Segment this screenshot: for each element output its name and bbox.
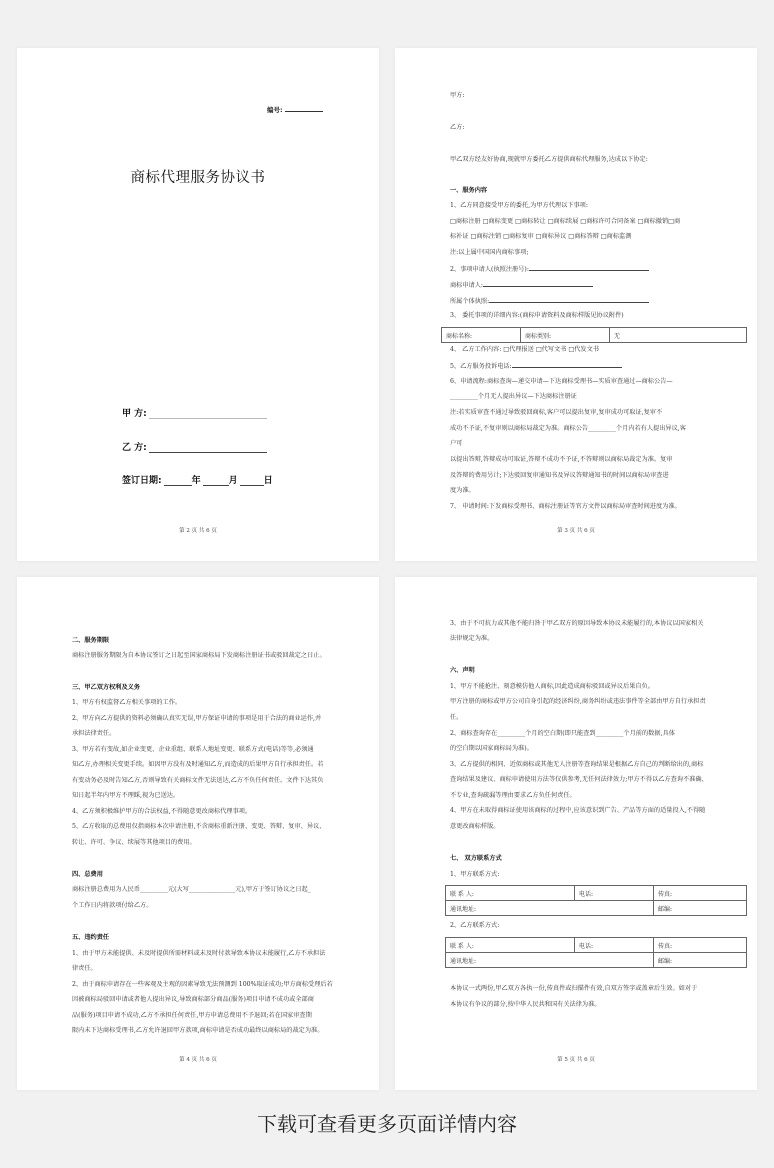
text-line: 的空白期以国家商标局为准)。: [450, 745, 533, 752]
sign-date: 签订日期: 年 月 日: [122, 476, 273, 486]
text-line: 承担法律责任。: [72, 730, 116, 737]
text-line: 2、事项申请人(执照注册号):: [450, 265, 649, 273]
text-line: 不专业,查询疏漏等理由要求乙方负任何责任。: [450, 792, 576, 799]
contact-fax-cell: 传真:: [654, 886, 747, 901]
text-line: 商标申请人:: [450, 281, 593, 289]
section-heading: 七、 双方联系方式: [450, 855, 502, 862]
text-line: 因被商标局驳回申请或者他人提出异议,导致商标部分商品(服务)项目申请不成功或全部商: [72, 996, 314, 1003]
text-line: 2、乙方联系方式:: [450, 922, 500, 929]
text-line: 任。: [450, 714, 463, 721]
text-line: 1、甲方联系方式:: [450, 871, 500, 878]
contact-fax-cell: 传真:: [654, 938, 747, 953]
page-2: [395, 48, 757, 561]
contact-name-cell: 联 系 人:: [446, 938, 575, 953]
section-heading: 五、违约责任: [72, 934, 110, 941]
text-line: 1、甲方不能抢注、刻意模仿他人商标,因此造成商标驳回或异议后果自负。: [450, 683, 654, 690]
document-title: 商标代理服务协议书: [130, 170, 266, 186]
text-line: 本协议一式两份,甲乙双方各执一份,传真件或扫描件有效,自双方签字或盖章后生效。如对于: [450, 985, 698, 992]
text-line: 意更改商标样版。: [450, 823, 500, 830]
section-heading: 三、甲乙双方权利及义务: [72, 684, 141, 691]
trademark-class-cell: 商标类别:: [521, 328, 610, 343]
text-line: 知日起半年内甲方不理睬,视为已送达。: [72, 792, 180, 799]
text-line: 及答辩的费用另计;下达驳回复审通知书及异议答辩通知书的时间以商标局审查进: [450, 472, 669, 479]
text-line: 成功不予证,不复审则以商标局裁定为准。商标公告_________个月内若有人提出异议,客: [450, 425, 686, 432]
text-line: 4、甲方在未取得商标证使用该商标的过程中,应该意识到广告、产品等方面的适量投入,不得随: [450, 807, 706, 814]
party-b-field: 乙 方:: [122, 440, 267, 453]
text-line: 5、乙方收取的总费用仅指商标本次申请注册,不含商标重新注册、变更、答辩、复审、异议、: [72, 823, 326, 830]
contact-phone-cell: 电话:: [575, 938, 654, 953]
party-a-contact-table: [445, 885, 747, 916]
agreement-number: 编号:: [267, 105, 323, 114]
text-line: 所属个体执照:: [450, 297, 649, 305]
text-line: 7、 申请时间:下发商标受理书、商标注册证等官方文件以商标局审查时间进度为准。: [450, 503, 681, 510]
text-line: 3、由于不可抗力或其他不能归咎于甲乙双方的原因导致本协议未能履行的,本协议以国家相关: [450, 620, 704, 627]
text-line: 以提出答辩,答辩成功可取证,答辩不成功不予证,不答辩则以商标局裁定为准。复审: [450, 456, 673, 463]
text-line: 个工作日内将款项付给乙方。: [72, 902, 153, 909]
text-line: 乙方:: [450, 124, 465, 131]
text-line: 4、 乙方工作内容: □代理报送 □代写文书 □代发文书: [450, 346, 599, 353]
download-caption: 下载可查看更多页面详情内容: [257, 1112, 517, 1136]
text-line: 查询结果及建议、商标申请使用方法等仅供参考,无任何法律效力;甲方不得以乙方查询不准确、: [450, 776, 708, 783]
text-line: 户可: [450, 440, 463, 447]
trademark-table: [441, 327, 747, 343]
text-line: 标补证 □商标注销 □商标复审 □商标异议 □商标答辩 □商标监测: [450, 233, 632, 240]
trademark-note-cell: 无: [610, 328, 747, 343]
text-line: 5、乙方服务投诉电话:: [450, 362, 622, 370]
text-line: 1、乙方同意接受甲方的委托,为甲方代理以下事项:: [450, 202, 588, 209]
contact-email-cell: 邮编:: [654, 953, 747, 968]
text-line: 4、乙方须积极维护甲方的合法权益,不得随意更改商标代理事项。: [72, 808, 252, 815]
text-line: 甲方:: [450, 92, 465, 99]
text-line: 限内未下达商标受理书,乙方允许退回甲方款项,商标申请是否成功最终以商标局的裁定为准。: [72, 1027, 324, 1034]
text-line: 1、甲方有权监督乙方相关事项的工作。: [72, 699, 182, 706]
contact-address-cell: 通讯地址:: [446, 953, 654, 968]
text-line: 商标注册服务期限为自本协议签订之日起至国家商标局下发商标注册证书或驳回裁定之日止。: [72, 652, 326, 659]
page-footer: 第 4 页 共 6 页: [179, 1057, 217, 1063]
text-line: 度为准。: [450, 487, 475, 494]
contact-phone-cell: 电话:: [575, 886, 654, 901]
trademark-name-cell: 商标名称:: [442, 328, 521, 343]
text-line: 本协议有争议的部分,按中华人民共和国有关法律为准。: [450, 1001, 601, 1008]
text-line: 1、由于甲方未能提供、未及时提供所需材料或未及时付款导致本协议未能履行,乙方不承担法: [72, 950, 326, 957]
text-line: 注:若实质审查不通过导致驳回商标,客户可以提出复审,复审成功可取证,复审不: [450, 409, 663, 416]
text-line: 商标注册总费用为人民币_________元(大写_______________元),甲方于签订协议之日起_: [72, 886, 311, 893]
text-line: 2、由于商标申请存在一些客观及主观的因素导致无法预测到 100%取证成功;甲方商标受理后若: [72, 981, 333, 988]
text-line: 知乙方,办理相关变更手续。如因甲方没有及时通知乙方,而造成的后果甲方自行承担责任。若: [72, 761, 324, 768]
section-heading: 六、声明: [450, 667, 475, 674]
text-line: 2、甲方向乙方提供的资料必须确认真实无误,甲方保证申请的事项是用于合法的商业运作,并: [72, 715, 322, 722]
text-line: 2、商标查询存在_________个月的空白期(即只能查到_________个月前的数据,具体: [450, 730, 675, 737]
text-line: 品(服务)项目申请不成功,乙方不承担任何责任,甲方申请总费用不予退回;若在国家审查期: [72, 1012, 312, 1019]
party-b-contact-table: [445, 937, 747, 968]
party-a-field: 甲 方:: [122, 406, 267, 419]
contact-email-cell: 邮编:: [654, 901, 747, 916]
contact-address-cell: 通讯地址:: [446, 901, 654, 916]
page-cover: [17, 48, 379, 561]
text-line: 法律规定为准。: [450, 635, 494, 642]
section-heading: 二、服务期限: [72, 637, 110, 644]
section-heading: 四、总费用: [72, 871, 103, 878]
text-line: _________个月无人提出异议—下达商标注册证: [450, 393, 577, 400]
text-line: □商标注册 □商标变更 □商标转让 □商标续展 □商标许可合同备案 □商标撤销□商: [450, 218, 681, 225]
text-line: 甲乙双方经友好协商,现就甲方委托乙方提供商标代理服务,达成以下协定:: [450, 156, 648, 163]
text-line: 转让、许可、争议、续展等其他项目的费用。: [72, 839, 196, 846]
text-line: 注:以上属中国国内商标事项;: [450, 249, 529, 256]
page-4: [395, 577, 757, 1090]
contact-name-cell: 联 系 人:: [446, 886, 575, 901]
text-line: 甲方注册的商标或甲方公司自身引起的经济纠纷,商务纠纷或违法事件等全部由甲方自行承担责: [450, 698, 706, 705]
text-line: 3、乙方提供的相同、近似商标或其他无人注册等查询结果是根据乙方自己的判断给出的,商标: [450, 761, 704, 768]
text-line: 3、 委托事项的详细内容:(商标申请资料及商标样版见协议附件): [450, 312, 624, 319]
text-line: 律责任。: [72, 965, 97, 972]
text-line: 6、申请流程:商标查询—递交申请—下达商标受理书—实质审查通过—商标公告—: [450, 378, 673, 385]
page-footer: 第 2 页 共 6 页: [179, 528, 217, 534]
section-heading: 一、服务内容: [450, 187, 488, 194]
text-line: 有变动务必及时告知乙方,否则导致有关商标文件无法送达,乙方不负任何责任。文件下达其负: [72, 777, 324, 784]
page-3: [17, 577, 379, 1090]
page-footer: 第 5 页 共 6 页: [557, 1057, 595, 1063]
page-footer: 第 3 页 共 6 页: [557, 528, 595, 534]
text-line: 3、甲方若有变故,如企业变更、企业重组、联系人地址变更、联系方式(电话)等等,必须通: [72, 746, 314, 753]
